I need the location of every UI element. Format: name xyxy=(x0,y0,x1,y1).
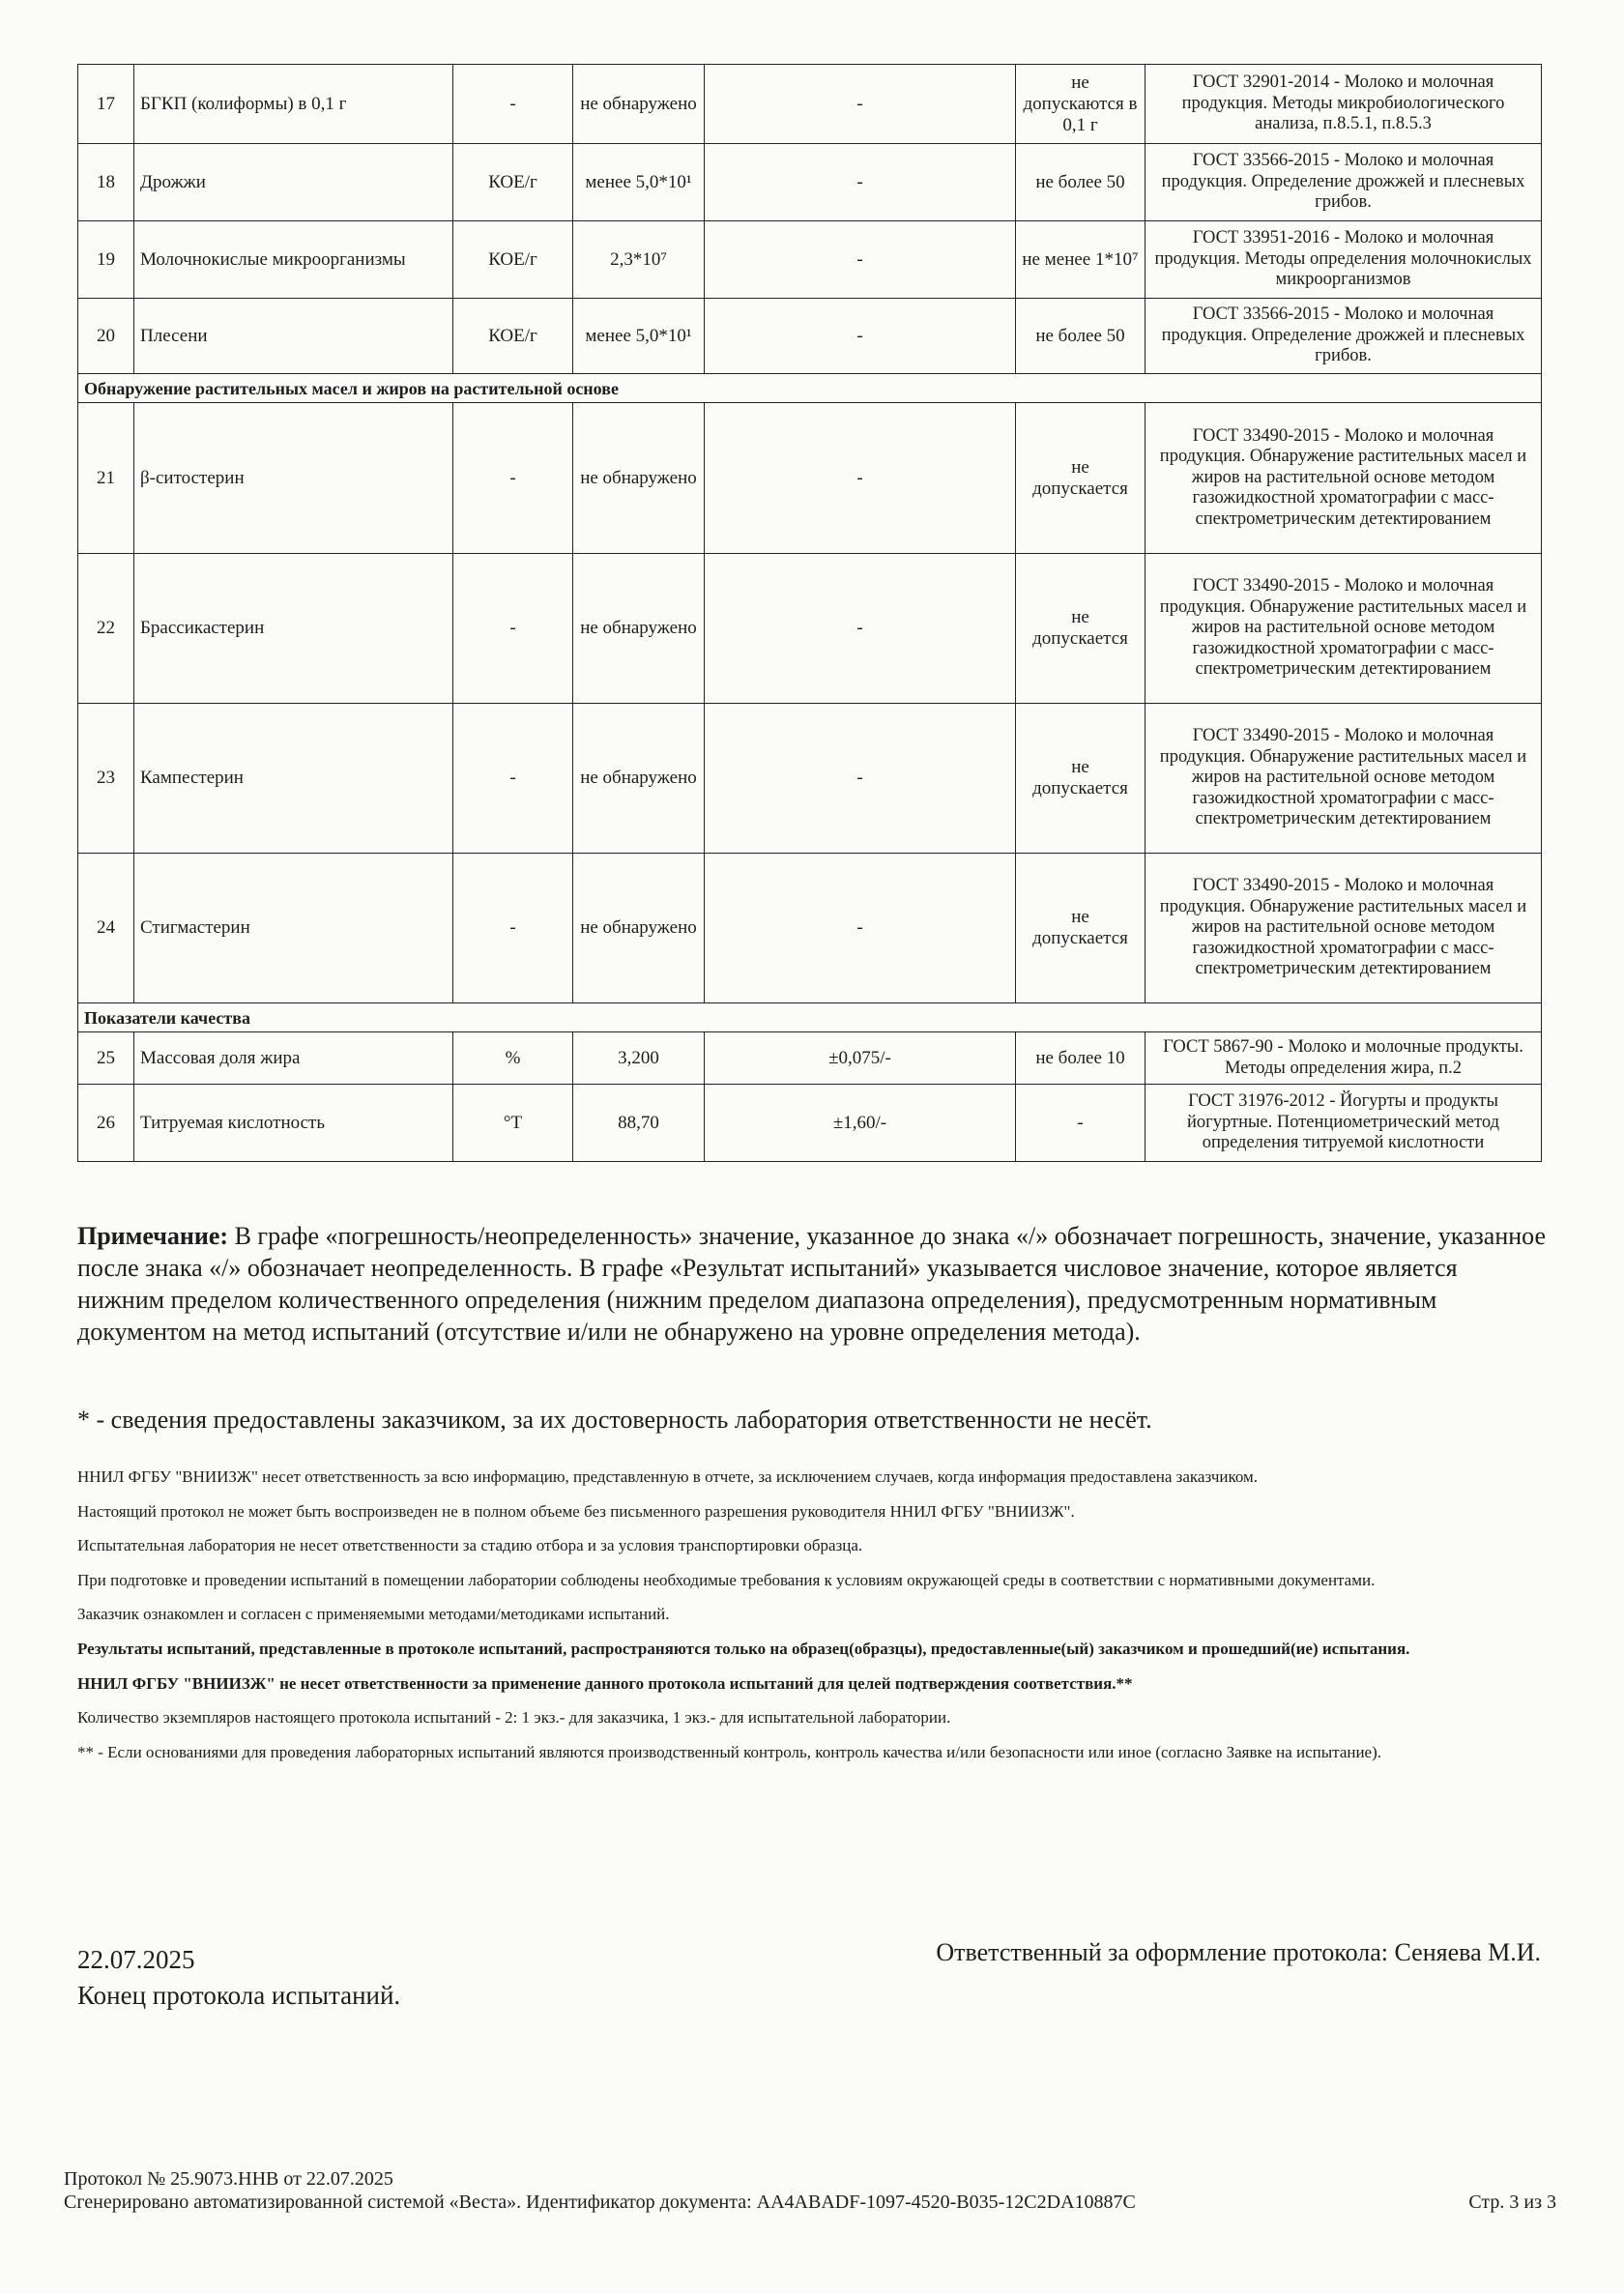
disclaimers xyxy=(77,1460,1489,1769)
test-result: менее 5,0*10¹ xyxy=(573,299,705,374)
norm: - xyxy=(1016,1085,1146,1162)
uncertainty: - xyxy=(705,854,1016,1003)
section-header-plant-fats xyxy=(78,374,1542,403)
indicator-name: β-ситостерин xyxy=(134,403,453,554)
norm: не допускается xyxy=(1016,704,1146,854)
indicator-name: Брассикастерин xyxy=(134,554,453,704)
footer-protocol-number: Протокол № 25.9073.ННВ от 22.07.2025 xyxy=(64,2168,393,2190)
unit: - xyxy=(453,554,573,704)
disclaimer-environment: При подготовке и проведении испытаний в помещении лаборатории соблюдены необходимые требования к условиям окружающей среды в соответствии с нормативными документами. xyxy=(77,1570,1376,1589)
test-method: ГОСТ 33566-2015 - Молоко и молочная продукция. Определение дрожжей и плесневых грибов. xyxy=(1146,299,1542,374)
section-header-quality xyxy=(78,1003,1542,1032)
norm: не допускается xyxy=(1016,554,1146,704)
disclaimer-sampling: Испытательная лаборатория не несет ответственности за стадию отбора и за условия транспортировки образца. xyxy=(77,1536,863,1555)
norm: не более 10 xyxy=(1016,1032,1146,1085)
disclaimer-methods: Заказчик ознакомлен и согласен с применяемыми методами/методиками испытаний. xyxy=(77,1605,670,1624)
test-method: ГОСТ 32901-2014 - Молоко и молочная продукция. Методы микробиологического анализа, п.8.5.1, п.8.5.3 xyxy=(1146,65,1542,144)
protocol-date: 22.07.2025 xyxy=(77,1945,195,1974)
norm: не допускаются в 0,1 г xyxy=(1016,65,1146,144)
disclaimer-reproduction: Настоящий протокол не может быть воспроизведен не в полном объеме без письменного разрешения руководителя ННИЛ ФГБУ "ВНИИЗЖ". xyxy=(77,1501,1075,1521)
table-row xyxy=(78,554,1542,704)
unit: - xyxy=(453,65,573,144)
row-number: 22 xyxy=(78,554,134,704)
table-row xyxy=(78,221,1542,299)
unit: КОЕ/г xyxy=(453,299,573,374)
disclaimer-grounds: ** - Если основаниями для проведения лабораторных испытаний являются производственный контроль, контроль качества и/или безопасности или иное (согласно Заявке на испытание). xyxy=(77,1742,1382,1761)
test-result: не обнаружено xyxy=(573,854,705,1003)
disclaimer-copies: Количество экземпляров настоящего протокола испытаний - 2: 1 экз.- для заказчика, 1 экз.- для испытательной лаборатории. xyxy=(77,1708,951,1728)
norm: не допускается xyxy=(1016,854,1146,1003)
uncertainty: - xyxy=(705,403,1016,554)
test-result: 88,70 xyxy=(573,1085,705,1162)
uncertainty: - xyxy=(705,554,1016,704)
unit: - xyxy=(453,854,573,1003)
test-result: не обнаружено xyxy=(573,554,705,704)
uncertainty: - xyxy=(705,299,1016,374)
indicator-name: Плесени xyxy=(134,299,453,374)
unit: КОЕ/г xyxy=(453,221,573,299)
row-number: 24 xyxy=(78,854,134,1003)
footer xyxy=(64,2167,1136,2214)
uncertainty: ±0,075/- xyxy=(705,1032,1016,1085)
test-method: ГОСТ 5867-90 - Молоко и молочные продукты. Методы определения жира, п.2 xyxy=(1146,1032,1542,1085)
end-of-protocol: Конец протокола испытаний. xyxy=(77,1981,401,2010)
table-row xyxy=(78,299,1542,374)
footer-generated-id: Сгенерировано автоматизированной системой «Веста». Идентификатор документа: AA4ABADF-1097-4520-B035-12C2DA10887C xyxy=(64,2192,1136,2213)
table-row xyxy=(78,704,1542,854)
disclaimer-conformity: ННИЛ ФГБУ "ВНИИЗЖ" не несет ответственности за применение данного протокола испытаний для целей подтверждения соответствия.** xyxy=(77,1673,1133,1693)
note-text: В графе «погрешность/неопределенность» значение, указанное до знака «/» обозначает погрешность, значение, указанное после знака «/» обозначает неопределенность. В графе «Результат испытаний» указывается числовое значение, которое является нижним пределом количественного определения (нижним пределом диапазона определения), предусмотренным нормативным документом на метод испытаний (отсутствие и/или не обнаружено на уровне определения метода). xyxy=(77,1222,1547,1346)
star-note: * - сведения предоставлены заказчиком, за их достоверность лаборатория ответственности не несёт. xyxy=(77,1406,1152,1434)
note-label: Примечание: xyxy=(77,1222,229,1250)
table-row xyxy=(78,1085,1542,1162)
row-number: 17 xyxy=(78,65,134,144)
test-result: не обнаружено xyxy=(573,403,705,554)
test-result: не обнаружено xyxy=(573,65,705,144)
indicator-name: Стигмастерин xyxy=(134,854,453,1003)
uncertainty: - xyxy=(705,144,1016,221)
row-number: 21 xyxy=(78,403,134,554)
test-method: ГОСТ 33490-2015 - Молоко и молочная продукция. Обнаружение растительных масел и жиров на растительной основе методом газожидкостной хроматографии с масс-спектрометрическим детектированием xyxy=(1146,554,1542,704)
norm: не менее 1*10⁷ xyxy=(1016,221,1146,299)
test-result: не обнаружено xyxy=(573,704,705,854)
unit: КОЕ/г xyxy=(453,144,573,221)
uncertainty: ±1,60/- xyxy=(705,1085,1016,1162)
test-method: ГОСТ 33951-2016 - Молоко и молочная продукция. Методы определения молочнокислых микроорганизмов xyxy=(1146,221,1542,299)
test-method: ГОСТ 33566-2015 - Молоко и молочная продукция. Определение дрожжей и плесневых грибов. xyxy=(1146,144,1542,221)
indicator-name: Молочнокислые микроорганизмы xyxy=(134,221,453,299)
indicator-name: БГКП (колиформы) в 0,1 г xyxy=(134,65,453,144)
indicator-name: Дрожжи xyxy=(134,144,453,221)
norm: не более 50 xyxy=(1016,299,1146,374)
norm: не более 50 xyxy=(1016,144,1146,221)
row-number: 25 xyxy=(78,1032,134,1085)
test-result: 2,3*10⁷ xyxy=(573,221,705,299)
unit: % xyxy=(453,1032,573,1085)
table-row xyxy=(78,65,1542,144)
test-method: ГОСТ 33490-2015 - Молоко и молочная продукция. Обнаружение растительных масел и жиров на растительной основе методом газожидкостной хроматографии с масс-спектрометрическим детектированием xyxy=(1146,854,1542,1003)
responsible-person: Ответственный за оформление протокола: Сеняева М.И. xyxy=(936,1938,1541,1966)
test-result: 3,200 xyxy=(573,1032,705,1085)
test-method: ГОСТ 33490-2015 - Молоко и молочная продукция. Обнаружение растительных масел и жиров на растительной основе методом газожидкостной хроматографии с масс-спектрометрическим детектированием xyxy=(1146,704,1542,854)
uncertainty: - xyxy=(705,704,1016,854)
test-method: ГОСТ 31976-2012 - Йогурты и продукты йогуртные. Потенциометрический метод определения титруемой кислотности xyxy=(1146,1085,1542,1162)
indicator-name: Массовая доля жира xyxy=(134,1032,453,1085)
page-number: Стр. 3 из 3 xyxy=(1468,2192,1556,2213)
note-paragraph xyxy=(77,1220,1547,1348)
norm: не допускается xyxy=(1016,403,1146,554)
section-title: Показатели качества xyxy=(78,1003,1542,1032)
results-table xyxy=(77,64,1542,1162)
unit: - xyxy=(453,403,573,554)
uncertainty: - xyxy=(705,65,1016,144)
unit: - xyxy=(453,704,573,854)
test-result: менее 5,0*10¹ xyxy=(573,144,705,221)
indicator-name: Титруемая кислотность xyxy=(134,1085,453,1162)
disclaimer-responsibility: ННИЛ ФГБУ "ВНИИЗЖ" несет ответственность за всю информацию, представленную в отчете, за исключением случаев, когда информация предоставлена заказчиком. xyxy=(77,1467,1259,1486)
table-row xyxy=(78,403,1542,554)
uncertainty: - xyxy=(705,221,1016,299)
row-number: 19 xyxy=(78,221,134,299)
row-number: 20 xyxy=(78,299,134,374)
row-number: 18 xyxy=(78,144,134,221)
table-row xyxy=(78,854,1542,1003)
section-title: Обнаружение растительных масел и жиров на растительной основе xyxy=(78,374,1542,403)
row-number: 26 xyxy=(78,1085,134,1162)
unit: °T xyxy=(453,1085,573,1162)
indicator-name: Кампестерин xyxy=(134,704,453,854)
row-number: 23 xyxy=(78,704,134,854)
disclaimer-scope: Результаты испытаний, представленные в протоколе испытаний, распространяются только на образец(образцы), предоставленные(ый) заказчиком и прошедший(ие) испытания. xyxy=(77,1639,1410,1658)
test-method: ГОСТ 33490-2015 - Молоко и молочная продукция. Обнаружение растительных масел и жиров на растительной основе методом газожидкостной хроматографии с масс-спектрометрическим детектированием xyxy=(1146,403,1542,554)
table-row xyxy=(78,144,1542,221)
table-row xyxy=(78,1032,1542,1085)
